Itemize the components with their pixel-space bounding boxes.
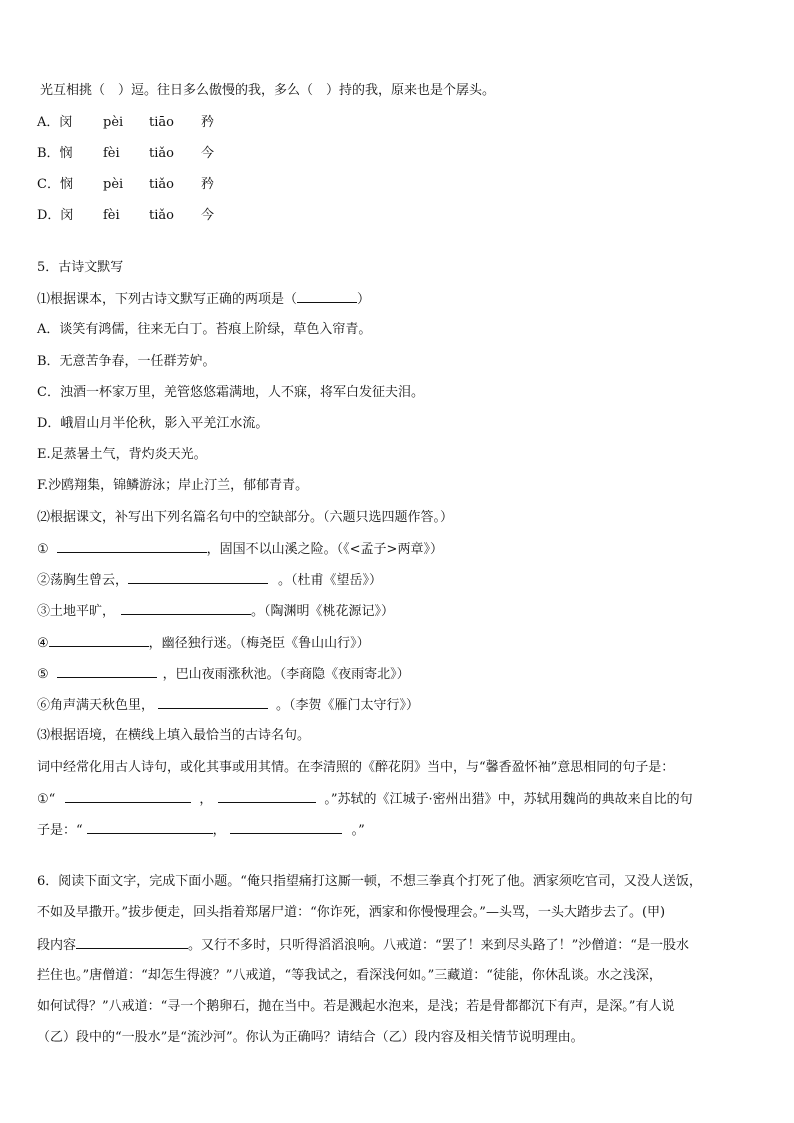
q5-item-f: F.沙鸥翔集，锦鳞游泳；岸止汀兰，郁郁青青。 (37, 478, 309, 493)
q5-context-fill-1 (37, 790, 693, 809)
answer-blank[interactable] (128, 571, 268, 584)
q5-item-d: D．峨眉山月半伦秋，影入平羌江水流。 (37, 416, 269, 431)
q4-stem-tail: 光互相挑（ ）逗。往日多么傲慢的我，多么（ ）持的我，原来也是个孱头。 (40, 83, 496, 98)
q5-item-b: B．无意苦争春，一任群芳妒。 (37, 354, 216, 369)
q5-item-a: A．谈笑有鸿儒，往来无白丁。苔痕上阶绿，草色入帘青。 (37, 322, 372, 337)
answer-blank[interactable] (297, 290, 357, 303)
fill-sep: ， (212, 823, 226, 838)
option-pinyin-2: tiǎo (149, 146, 174, 161)
q5-title: 5．古诗文默写 (37, 260, 124, 275)
q4-option-c[interactable] (37, 176, 214, 194)
answer-blank[interactable] (57, 665, 157, 678)
fill-suffix: ，巴山夜雨涨秋池。（李商隐《夜雨寄北》） (162, 667, 410, 682)
option-pinyin-2: tiāo (149, 115, 174, 130)
option-label: D．闵 (37, 208, 74, 223)
q6-line-2: 不如及早撒开。”拔步便走，回头指着郑屠尸道：“你诈死，洒家和你慢慢理会。”—头骂，一头大踏步去了。(甲) (37, 905, 666, 920)
answer-blank[interactable] (230, 821, 342, 834)
q6-line-5: 如何试得？”八戒道：“寻一个鹅卵石，抛在当中。若是溅起水泡来，是浅；若是骨都都沉下有声，是深。”有人说 (37, 999, 675, 1014)
fill-suffix: 。”苏轼的《江城子·密州出猎》中，苏轼用魏尚的典故来自比的句 (324, 792, 693, 807)
fill-suffix: 。” (351, 823, 365, 838)
answer-blank[interactable] (121, 602, 251, 615)
option-pinyin-1: fèi (103, 146, 120, 161)
fill-prefix: ⑤ (37, 667, 49, 682)
q5-fill-1 (37, 540, 443, 559)
option-char: 今 (201, 146, 215, 161)
option-char: 矜 (201, 115, 215, 130)
q4-option-b[interactable] (37, 145, 214, 163)
option-pinyin-1: pèi (103, 177, 124, 192)
fill-sep: ， (199, 792, 213, 807)
q5-fill-2 (37, 571, 382, 590)
q5-item-c: C．浊酒一杯家万里，羌管悠悠霜满地，人不寐，将军白发征夫泪。 (37, 385, 424, 400)
q5-fill-5 (37, 665, 410, 684)
q5-sub2: ⑵根据课文，补写出下列名篇名句中的空缺部分。（六题只选四题作答。） (37, 510, 454, 525)
answer-blank[interactable] (49, 634, 149, 647)
option-label: A．闵 (37, 115, 73, 130)
q5-fill-6 (37, 696, 419, 715)
option-char: 今 (201, 208, 215, 223)
q6-line-4: 拦住也。”唐僧道：“却怎生得渡？”八戒道，“等我试之，看深浅何如。”三藏道：“徒能，你休乱谈。水之浅深， (37, 968, 662, 983)
fill-prefix: ③土地平旷， (37, 604, 116, 619)
q5-sub1-end: ） (357, 292, 371, 307)
option-pinyin-2: tiǎo (149, 177, 174, 192)
answer-blank[interactable] (76, 936, 188, 949)
fill-prefix: 段内容 (37, 938, 77, 953)
fill-suffix: 。又行不多时，只听得滔滔浪响。八戒道：“罢了！来到尽头路了！”沙僧道：“是一股水 (188, 938, 689, 953)
answer-blank[interactable] (218, 790, 316, 803)
answer-blank[interactable] (65, 790, 191, 803)
answer-blank[interactable] (158, 696, 268, 709)
q5-fill-4 (37, 634, 370, 653)
fill-suffix: 。（陶渊明《桃花源记》） (251, 604, 395, 619)
fill-suffix: 。（杜甫《望岳》） (278, 573, 383, 588)
fill-suffix: 。（李贺《雁门太守行》） (276, 698, 420, 713)
fill-suffix: ，固国不以山溪之险。（《<孟子>两章》） (206, 542, 443, 557)
option-pinyin-1: fèi (103, 208, 120, 223)
q5-sub1 (37, 290, 370, 309)
fill-suffix: ，幽径独行迷。（梅尧臣《鲁山山行》） (148, 636, 370, 651)
option-pinyin-1: pèi (103, 115, 124, 130)
option-label: C．悯 (37, 177, 73, 192)
fill-prefix: ②荡胸生曾云， (37, 573, 129, 588)
option-char: 矜 (201, 177, 215, 192)
q6-line-3 (37, 936, 689, 955)
fill-prefix: 子是：“ (37, 823, 83, 838)
q5-context-fill-2 (37, 821, 365, 840)
q4-option-a[interactable] (37, 114, 214, 132)
fill-prefix: ⑥角声满天秋色里， (37, 698, 155, 713)
fill-prefix: ④ (37, 636, 49, 651)
q5-sub1-text: ⑴根据课本，下列古诗文默写正确的两项是（ (37, 292, 298, 307)
answer-blank[interactable] (57, 540, 207, 553)
q6-line-1: 6．阅读下面文字，完成下面小题。“俺只指望痛打这厮一顿，不想三拳真个打死了他。洒家须吃官司，又没人送饭， (37, 874, 702, 889)
q5-item-e: E.足蒸暑土气，背灼炎天光。 (37, 447, 207, 462)
q4-option-d[interactable] (37, 207, 214, 225)
q5-fill-3 (37, 602, 394, 621)
fill-prefix: ① (37, 542, 49, 557)
fill-prefix: ①“ (37, 792, 56, 807)
option-pinyin-2: tiǎo (149, 208, 174, 223)
q6-line-6: （乙）段中的“一股水”是“流沙河”。你认为正确吗？请结合（乙）段内容及相关情节说明理由。 (37, 1030, 584, 1045)
answer-blank[interactable] (87, 821, 213, 834)
q5-sub3: ⑶根据语境，在横线上填入最恰当的古诗名句。 (37, 728, 311, 743)
q5-context: 词中经常化用古人诗句，或化其事或用其情。在李清照的《醉花阴》当中，与“馨香盈怀袖”意思相同的句子是： (37, 760, 675, 775)
option-label: B．悯 (37, 146, 73, 161)
